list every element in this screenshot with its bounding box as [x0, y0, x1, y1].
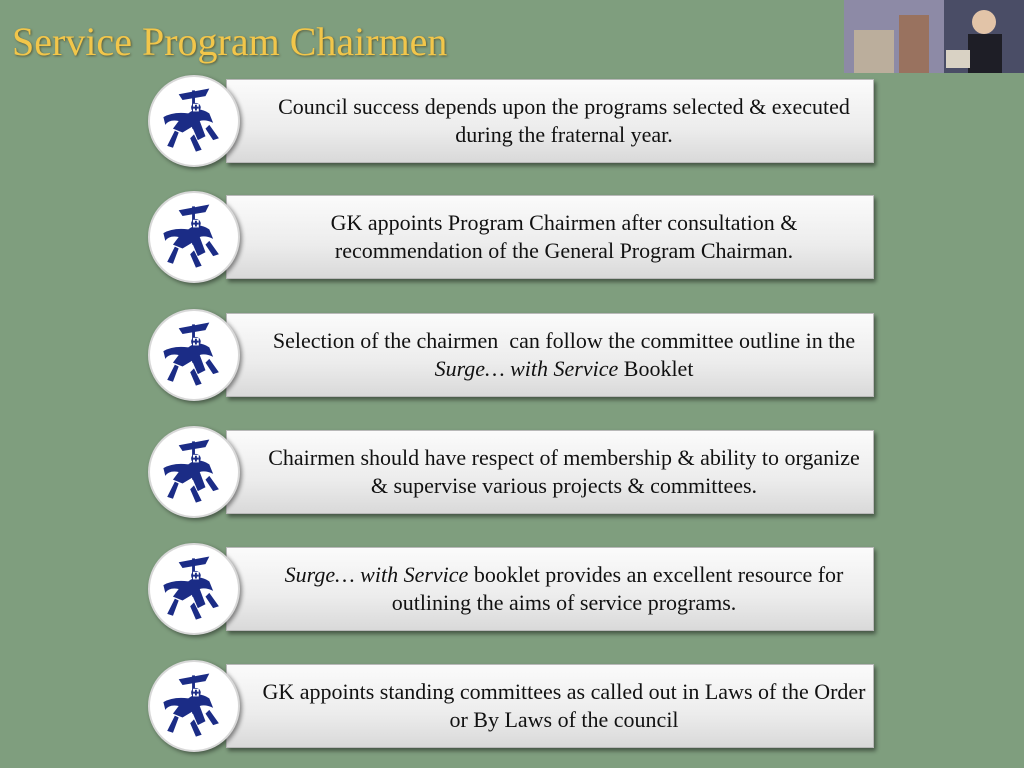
- knight-emblem-icon: [148, 75, 240, 167]
- item-text: Chairmen should have respect of membership & ability to organize & supervise various projects & committees.: [268, 445, 860, 498]
- knight-emblem-icon: [148, 543, 240, 635]
- item-text: Surge… with Service booklet provides an excellent resource for outlining the aims of service programs.: [284, 562, 849, 615]
- slide-title: Service Program Chairmen: [12, 19, 448, 64]
- item-text: Selection of the chairmen can follow the committee outline in the Surge… with Service Booklet: [272, 328, 861, 381]
- list-item: [148, 75, 876, 167]
- list-item: [148, 191, 876, 283]
- item-text: GK appoints standing committees as called out in Laws of the Order or By Laws of the council: [262, 679, 866, 732]
- item-text: Council success depends upon the programs selected & executed during the fraternal year.: [278, 94, 850, 147]
- knight-emblem-icon: [148, 660, 240, 752]
- knight-emblem-icon: [148, 191, 240, 283]
- knight-emblem-icon: [148, 426, 240, 518]
- list-item: [148, 309, 876, 401]
- list-item: [148, 543, 876, 635]
- list-item: [148, 426, 876, 518]
- list-item: [148, 660, 876, 752]
- knight-emblem-icon: [148, 309, 240, 401]
- item-text: GK appoints Program Chairmen after consultation & recommendation of the General Program Chairman.: [330, 210, 798, 263]
